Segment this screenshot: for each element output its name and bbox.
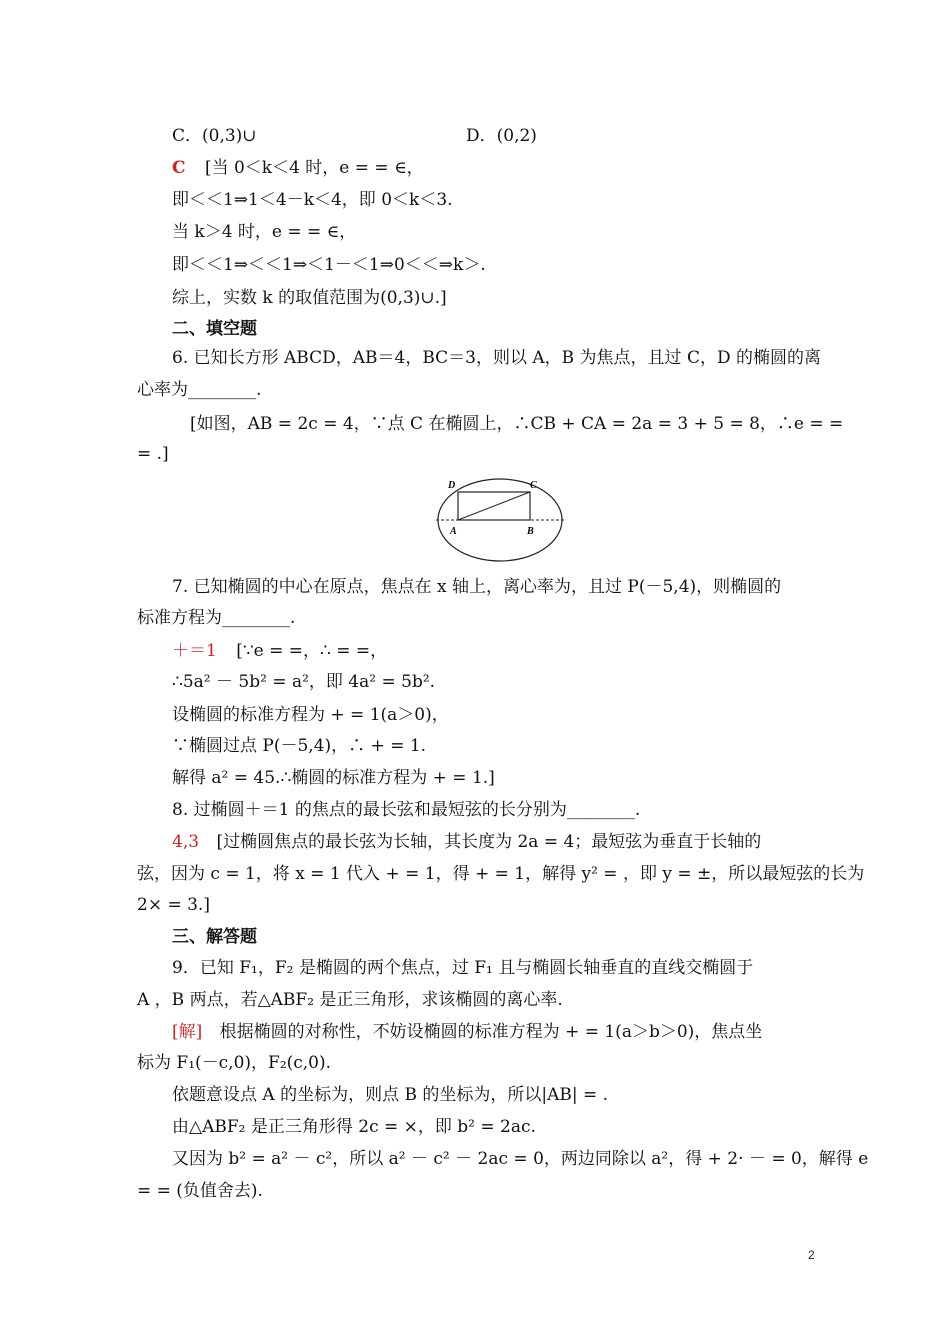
question-6-line-2: 心率为________. [137, 380, 262, 400]
answer-8-text: [过椭圆焦点的最长弦为长轴，其长度为 2a = 4；最短弦为垂直于长轴的 [216, 832, 762, 852]
answer-5-line-3: 当 k＞4 时，e = = ∈， [172, 222, 357, 242]
answer-9-text: 根据椭圆的对称性，不妨设椭圆的标准方程为 + = 1(a＞b＞0)，焦点坐 [219, 1022, 763, 1042]
answer-8-line-2: 弦，因为 c = 1，将 x = 1 代入 + = 1，得 + = 1，解得 y² = ，即 y = ±，所以最短弦的长为 [137, 864, 865, 884]
solution-tag: [解] [172, 1022, 203, 1042]
answer-8-line-1 [172, 830, 761, 854]
answer-5-line-5: 综上，实数 k 的取值范围为(0,3)∪.] [172, 288, 447, 308]
question-9-line-2: A ，B 两点，若△ABF₂ 是正三角形，求该椭圆的离心率. [137, 990, 563, 1010]
answer-9-line-5: 又因为 b² = a² － c²，所以 a² － c² － 2ac = 0，两边同除以 a²，得 + 2· － = 0，解得 e [172, 1149, 869, 1169]
label-a: A [450, 526, 457, 537]
option-c: C．(0,3)∪ [172, 126, 257, 146]
answer-7-result: ＋＝1 [172, 641, 217, 661]
option-d: D．(0,2) [466, 126, 537, 146]
question-8: 8. 过椭圆＋＝1 的焦点的最长弦和最短弦的长分别为________. [172, 800, 641, 820]
answer-7-line-1 [172, 639, 387, 663]
diagonal-ac [458, 492, 530, 520]
answer-6-line-2: = .] [137, 444, 169, 464]
answer-8-line-3: 2× = 3.] [137, 895, 210, 915]
answer-7-text: [∵e = =，∴ = =， [236, 641, 388, 661]
answer-8-result: 4,3 [172, 832, 200, 852]
answer-9-line-3: 依题意设点 A 的坐标为，则点 B 的坐标为，所以|AB| = . [172, 1085, 609, 1105]
answer-7-line-5: 解得 a² = 45.∴椭圆的标准方程为 + = 1.] [172, 768, 495, 788]
answer-7-line-3: 设椭圆的标准方程为 + = 1(a＞0)， [172, 705, 449, 725]
section-heading-fill-in: 二、填空题 [172, 319, 257, 339]
answer-5-line-1 [172, 156, 424, 180]
question-9-line-1: 9．已知 F₁，F₂ 是椭圆的两个焦点，过 F₁ 且与椭圆长轴垂直的直线交椭圆于 [172, 958, 754, 978]
section-heading-solve: 三、解答题 [172, 927, 257, 947]
answer-7-line-4: ∵椭圆过点 P(－5,4)，∴ + = 1. [172, 736, 427, 756]
answer-5-line-4: 即＜＜1⇒＜＜1⇒＜1－＜1⇒0＜＜⇒k＞. [172, 255, 486, 275]
question-7-line-1: 7. 已知椭圆的中心在原点，焦点在 x 轴上，离心率为，且过 P(－5,4)，则椭圆的 [172, 577, 782, 597]
answer-6-line-1: [如图，AB = 2c = 4，∵点 C 在椭圆上，∴CB + CA = 2a = 3 + 5 = 8，∴e = = [190, 414, 844, 434]
question-6-line-1: 6. 已知长方形 ABCD，AB＝4，BC＝3，则以 A，B 为焦点，且过 C，D 的椭圆的离 [172, 348, 821, 368]
answer-7-line-2: ∴5a² － 5b² = a²，即 4a² = 5b². [172, 672, 436, 692]
answer-letter: C [172, 158, 186, 178]
label-c: C [530, 480, 537, 491]
ellipse-figure [430, 474, 570, 566]
label-d: D [448, 480, 456, 491]
page-number: 2 [808, 1248, 815, 1262]
answer-9-line-1 [172, 1020, 762, 1044]
answer-5-text: [当 0＜k＜4 时，e = = ∈， [204, 158, 424, 178]
question-7-line-2: 标准方程为________. [137, 608, 296, 628]
answer-9-line-6: = = (负值舍去). [137, 1181, 263, 1201]
answer-9-line-4: 由△ABF₂ 是正三角形得 2c = ×，即 b² = 2ac. [172, 1117, 536, 1137]
answer-5-line-2: 即＜＜1⇒1＜4－k＜4，即 0＜k＜3. [172, 190, 453, 210]
label-b: B [527, 526, 534, 537]
answer-9-line-2: 标为 F₁(－c,0)，F₂(c,0). [137, 1053, 332, 1073]
